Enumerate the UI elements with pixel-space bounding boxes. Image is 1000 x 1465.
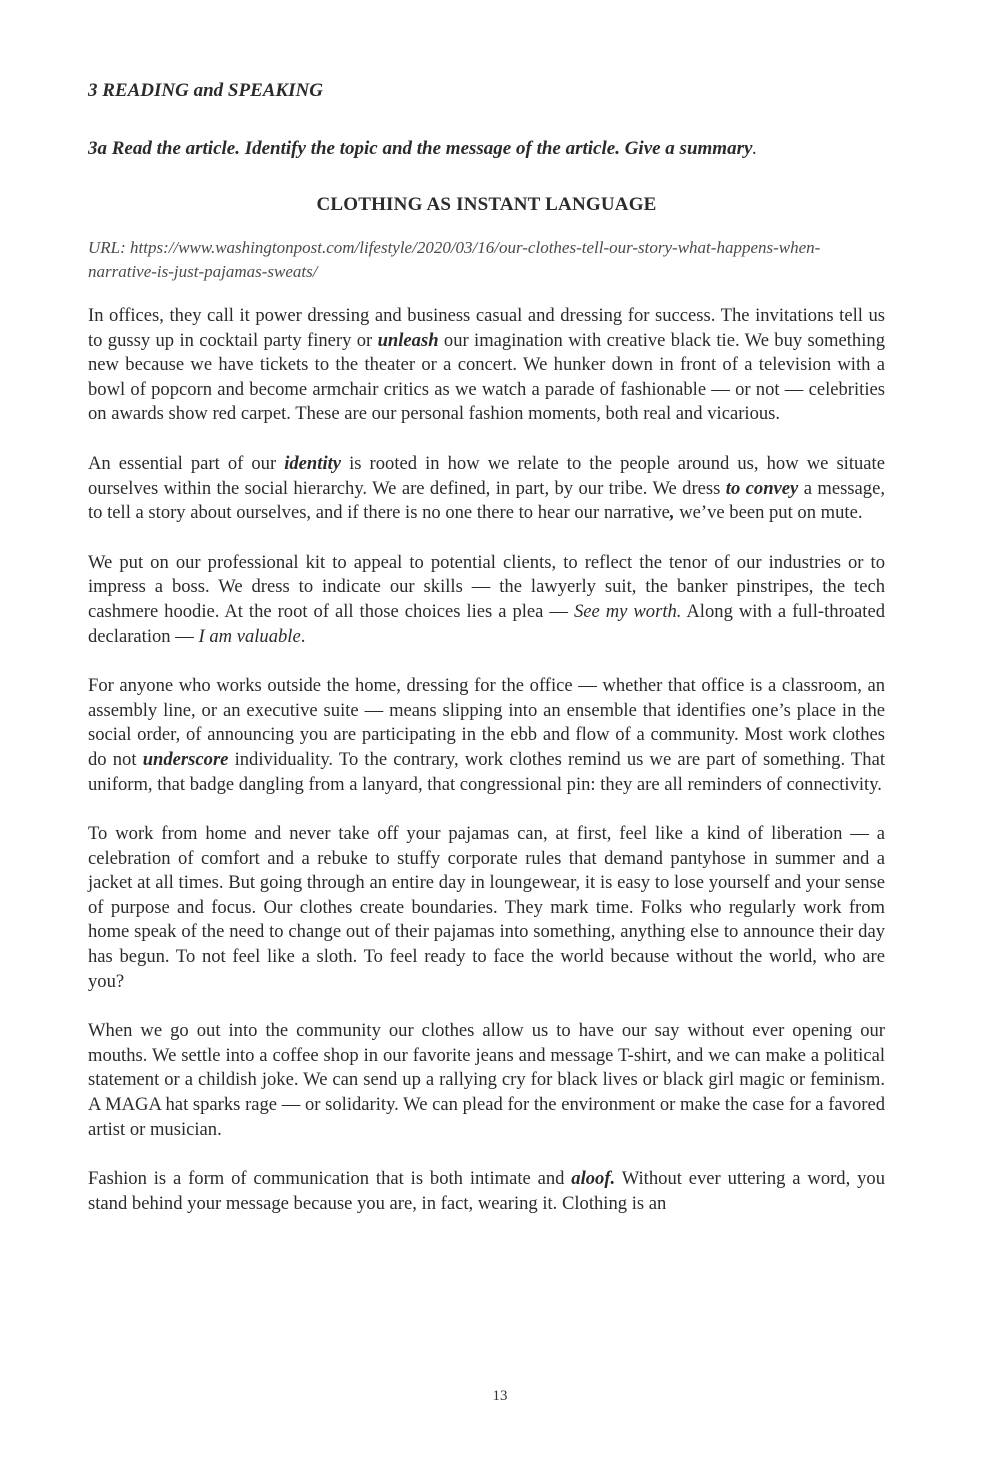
paragraph-2	[88, 452, 885, 526]
document-page	[88, 78, 885, 1216]
paragraph-6: When we go out into the community our clothes allow us to have our say without ever opening our mouths. We settle into a coffee shop in our favorite jeans and message T-shirt, and we can make a political statement or a childish joke. We can send up a rallying cry for black lives or black girl magic or feminism. A MAGA hat sparks rage — or solidarity. We can plead for the environment or make the case for a favored artist or musician.	[88, 1020, 885, 1140]
paragraph-3	[88, 551, 885, 649]
keyword-underscore: underscore	[142, 748, 229, 770]
p2-bold-comma: ,	[669, 502, 675, 524]
p1-text-a: In offices, they call it power dressing and business casual and dressing for success. The invitations tell us to gussy up in cocktail party finery or	[88, 305, 885, 351]
keyword-unleash: unleash	[377, 329, 439, 351]
p7-text-a: Fashion is a form of communication that is both intimate and	[88, 1168, 572, 1190]
article-url: URL: https://www.washingtonpost.com/lifestyle/2020/03/16/our-clothes-tell-our-story-what-happens-when-narrative-is-just-pajamas-sweats/	[88, 238, 821, 281]
task-end: .	[752, 138, 758, 159]
p1-text-c: our imagination with creative black tie. We buy something new because we have tickets to the theater or a concert. We hunker down in front of a television with a bowl of popcorn and become armchair critics as we watch a parade of fashionable — or not — celebrities on awards show red carpet. These are our personal fashion moments, both real and vicarious.	[88, 329, 885, 425]
p2-text-g: we’ve been put on mute.	[674, 502, 863, 524]
keyword-identity: identity	[284, 452, 342, 474]
quote-see-my-worth: See my worth.	[573, 600, 682, 622]
task-instruction	[88, 136, 885, 162]
quote-i-am-valuable: I am valuable	[198, 625, 301, 647]
p7-text-c: Without ever uttering a word, you stand behind your message because you are, in fact, wearing it. Clothing is an	[88, 1168, 885, 1214]
p3-text-c: Along with a full-throated declaration —	[88, 600, 886, 647]
paragraph-1	[88, 304, 885, 427]
p3-text-a: We put on our professional kit to appeal to potential clients, to reflect the tenor of our industries or to impress a boss. We dress to indicate our skills — the lawyerly suit, the banker pinstripes, the tech cashmere hoodie. At the root of all those choices lies a plea —	[88, 551, 885, 622]
page-number: 13	[492, 1388, 508, 1404]
p4-text-a: For anyone who works outside the home, dressing for the office — whether that office is a classroom, an assembly line, or an executive suite — means slipping into an ensemble that identifies one’s place in the social order, of announcing you are participating in the ebb and flow of a community. Most work clothes do not	[88, 675, 885, 770]
keyword-aloof: aloof.	[571, 1168, 616, 1190]
p3-text-e: .	[300, 625, 306, 647]
paragraph-7	[88, 1167, 885, 1216]
task-text: 3a Read the article. Identify the topic and the message of the article. Give a summary	[88, 138, 753, 159]
section-heading: 3 READING and SPEAKING	[88, 80, 323, 101]
paragraph-5: To work from home and never take off your pajamas can, at first, feel like a kind of liberation — a celebration of comfort and a rebuke to stuffy corporate rules that demand pantyhose in summer and a jacket at all times. But going through an entire day in loungewear, it is easy to lose yourself and your sense of purpose and focus. Our clothes create boundaries. They mark time. Folks who regularly work from home speak of the need to change out of their pajamas into something, anything else to announce their day has begun. To not feel like a sloth. To feel ready to face the world because without the world, who are you?	[88, 823, 885, 992]
p4-text-c: individuality. To the contrary, work clothes remind us we are part of something. That uniform, that badge dangling from a lanyard, that congressional pin: they are all reminders of connectivity.	[88, 748, 885, 795]
keyword-to-convey: to convey	[725, 477, 799, 499]
p2-text-e: a message, to tell a story about ourselves, and if there is no one there to hear our narrative	[88, 477, 885, 524]
paragraph-4	[88, 674, 885, 797]
article-title: CLOTHING AS INSTANT LANGUAGE	[316, 194, 657, 215]
p2-text-c: is rooted in how we relate to the people around us, how we situate ourselves within the social hierarchy. We are defined, in part, by our tribe. We dress	[88, 452, 885, 499]
p2-text-a: An essential part of our	[88, 452, 285, 474]
